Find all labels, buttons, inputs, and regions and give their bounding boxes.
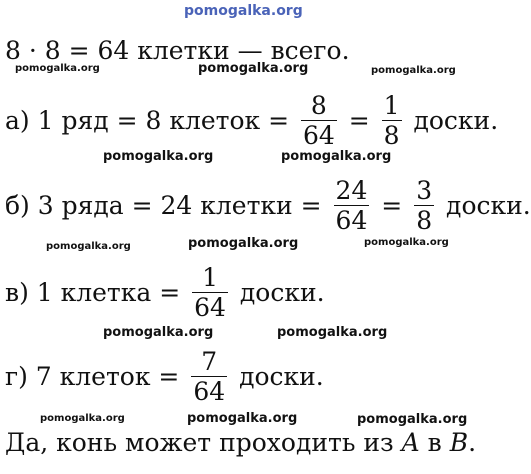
answer-v xyxy=(5,260,325,324)
answer-a-lead: а) 1 ряд = 8 клеток = xyxy=(5,105,297,135)
conclusion-mid: в xyxy=(419,427,450,457)
equals: = xyxy=(373,190,411,220)
numerator: 24 xyxy=(335,175,368,205)
watermark: pomogalka.org xyxy=(198,61,309,76)
watermark: pomogalka.org xyxy=(15,63,100,74)
denominator: 64 xyxy=(302,120,335,150)
fraction-24-64 xyxy=(334,176,370,235)
conclusion xyxy=(5,410,476,474)
answer-g xyxy=(5,344,324,408)
conclusion-text: Да, конь может проходить из xyxy=(5,427,402,457)
watermark: pomogalka.org xyxy=(371,65,456,76)
denominator: 64 xyxy=(194,292,226,322)
watermark: pomogalka.org xyxy=(277,325,388,340)
square-b: B xyxy=(449,427,469,457)
square-a: A xyxy=(401,427,420,457)
answer-a xyxy=(5,88,498,152)
fraction-8-64 xyxy=(301,91,337,150)
denominator: 64 xyxy=(335,205,368,235)
watermark: pomogalka.org xyxy=(103,149,214,164)
watermark: pomogalka.org xyxy=(357,412,468,427)
watermark: pomogalka.org xyxy=(103,325,214,340)
answer-b-tail: доски. xyxy=(438,190,531,220)
conclusion-end: . xyxy=(468,427,477,457)
watermark: pomogalka.org xyxy=(364,237,449,248)
answer-g-lead: г) 7 клеток = xyxy=(5,361,188,391)
fraction-1-64 xyxy=(192,263,228,322)
denominator: 8 xyxy=(416,205,433,235)
watermark: pomogalka.org xyxy=(188,236,299,251)
fraction-7-64 xyxy=(191,347,227,406)
equals: = xyxy=(340,105,378,135)
total-line xyxy=(5,18,350,82)
answer-b xyxy=(5,173,531,237)
answer-a-tail: доски. xyxy=(405,105,499,135)
watermark: pomogalka.org xyxy=(281,149,392,164)
numerator: 3 xyxy=(416,175,433,205)
fraction-1-8 xyxy=(382,91,402,150)
numerator: 1 xyxy=(202,262,218,292)
fraction-3-8 xyxy=(414,176,434,235)
answer-v-lead: в) 1 клетка = xyxy=(5,277,189,307)
answer-v-tail: доски. xyxy=(231,277,325,307)
answer-g-tail: доски. xyxy=(231,361,324,391)
denominator: 64 xyxy=(193,376,226,406)
numerator: 8 xyxy=(310,90,327,120)
numerator: 1 xyxy=(383,90,400,120)
watermark-top: pomogalka.org xyxy=(184,3,303,19)
watermark: pomogalka.org xyxy=(46,241,131,252)
numerator: 7 xyxy=(201,346,218,376)
total-text: 8 · 8 = 64 клетки — всего. xyxy=(5,35,350,65)
watermark: pomogalka.org xyxy=(187,411,298,426)
denominator: 8 xyxy=(383,120,400,150)
watermark: pomogalka.org xyxy=(40,413,125,424)
answer-b-lead: б) 3 ряда = 24 клетки = xyxy=(5,190,330,220)
